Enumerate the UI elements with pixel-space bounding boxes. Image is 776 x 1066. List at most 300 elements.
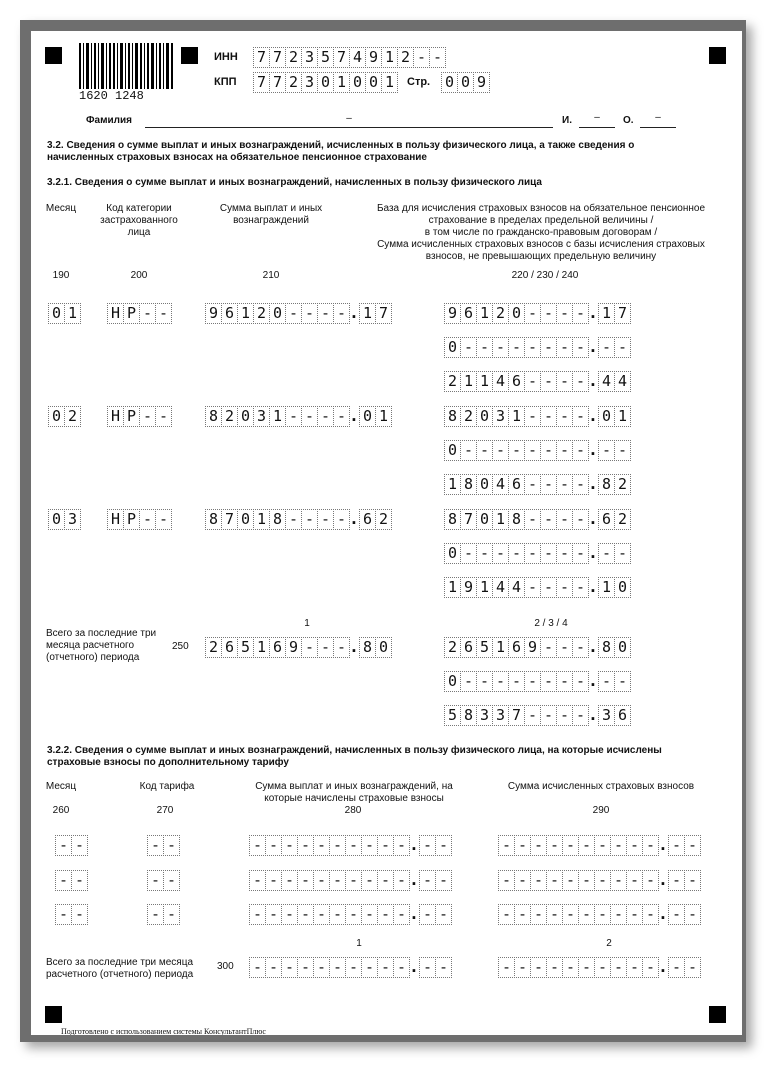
barcode-number: 1620 1248 — [79, 89, 144, 103]
base-3-2-field-cell: - — [524, 543, 541, 564]
section-321-title: 3.2.1. Сведения о сумме выплат и иных вознаграждений, начисленных в пользу физического лица — [47, 177, 542, 188]
patronymic-line — [640, 127, 676, 128]
total-300-sum-field[interactable] — [249, 957, 451, 978]
base-1-3-field-cell: - — [524, 371, 541, 392]
base-3-2-field-cell: - — [556, 543, 573, 564]
base-2-1-field-cell: - — [572, 406, 589, 427]
category-2-field-cell: - — [155, 406, 172, 427]
base-1-2-field-cell: - — [492, 337, 509, 358]
base-3-3-field-cell: 4 — [492, 577, 509, 598]
inn-cell: 4 — [349, 47, 366, 68]
sum-322-1-field-cell: - — [393, 835, 410, 856]
base-3-3-field-cell: 4 — [508, 577, 525, 598]
base-3-2-field-cell: - — [614, 543, 631, 564]
base-3-1-field-cell: - — [540, 509, 557, 530]
form-page — [31, 31, 742, 1035]
month-1-field[interactable] — [48, 303, 80, 324]
contrib-1-field-cell: - — [594, 835, 611, 856]
total-250-sum-field-cell: 5 — [237, 637, 254, 658]
month-3-field-cell: 0 — [48, 509, 65, 530]
sum-1-field-cell: 7 — [375, 303, 392, 324]
sum-1-field-cell: - — [317, 303, 334, 324]
base-3-1-field[interactable] — [444, 509, 630, 530]
total-300-contrib-field-cell: - — [642, 957, 659, 978]
base-3-3-field-cell: 1 — [476, 577, 493, 598]
base-1-3-field-cell: 4 — [614, 371, 631, 392]
total-250-base-2-field-cell: - — [508, 671, 525, 692]
base-1-3-field-cell: 4 — [492, 371, 509, 392]
total-300-contrib-field-cell: - — [594, 957, 611, 978]
total-250-sum-field-cell: 8 — [359, 637, 376, 658]
total-250-base-3-field-decimal-point: . — [588, 705, 598, 724]
category-3-field[interactable] — [107, 509, 171, 530]
sum-322-2-field-cell: - — [345, 870, 362, 891]
month-2-field-cell: 2 — [64, 406, 81, 427]
tariff-2-field[interactable] — [147, 870, 179, 891]
month-3-field[interactable] — [48, 509, 80, 530]
col-base-header-part1: База для исчисления страховых взносов на обязательное пенсионное страхование в пределах предельной величины / — [376, 203, 706, 226]
page-number-cell: 0 — [441, 72, 458, 93]
sum-322-3-field-cell: - — [281, 904, 298, 925]
total-250-base-3-field-cell: 8 — [460, 705, 477, 726]
sum-322-1-field-cell: - — [419, 835, 436, 856]
contrib-1-field-cell: - — [684, 835, 701, 856]
sum-3-field-cell: 7 — [221, 509, 238, 530]
contrib-1-field-cell: - — [642, 835, 659, 856]
sum-2-field[interactable] — [205, 406, 391, 427]
total-250-base-1-field-cell: 0 — [614, 637, 631, 658]
name-value[interactable]: – — [594, 112, 600, 123]
base-2-2-field-cell: - — [540, 440, 557, 461]
base-1-1-field-cell: - — [572, 303, 589, 324]
base-1-1-field-cell: 1 — [476, 303, 493, 324]
col-base-header-part2: в том числе по гражданско-правовым договорам / — [424, 227, 658, 238]
kpp-cell: 0 — [317, 72, 334, 93]
name-line — [579, 127, 615, 128]
total-300-code: 300 — [217, 961, 234, 972]
contrib-1-field[interactable] — [498, 835, 700, 856]
inn-cell: 9 — [365, 47, 382, 68]
base-2-1-field-cell: 2 — [460, 406, 477, 427]
contrib-3-field-cell: - — [610, 904, 627, 925]
total-250-col1-index: 1 — [304, 618, 310, 629]
sum-322-2-field-cell: - — [419, 870, 436, 891]
contrib-3-field-cell: - — [514, 904, 531, 925]
total-250-base-3-field[interactable] — [444, 705, 630, 726]
total-300-contrib-field[interactable] — [498, 957, 700, 978]
base-1-2-field-decimal-point: . — [588, 337, 598, 356]
sum-322-3-field-cell: - — [419, 904, 436, 925]
surname-line — [145, 127, 553, 128]
sum-3-field-cell: - — [333, 509, 350, 530]
base-2-3-field[interactable] — [444, 474, 630, 495]
total-250-base-2-field-cell: - — [492, 671, 509, 692]
page-label: Стр. — [407, 76, 431, 88]
sum-322-3-field-decimal-point: . — [409, 904, 419, 923]
total-250-base-2-field[interactable] — [444, 671, 630, 692]
kpp-cell: 2 — [285, 72, 302, 93]
sum-1-field-cell: 1 — [237, 303, 254, 324]
contrib-2-field-cell: - — [498, 870, 515, 891]
contrib-3-field-cell: - — [684, 904, 701, 925]
total-300-sum-field-cell: - — [329, 957, 346, 978]
base-1-2-field-cell: - — [476, 337, 493, 358]
sum-1-field-cell: 6 — [221, 303, 238, 324]
category-1-field-cell: - — [155, 303, 172, 324]
total-300-col1-index: 1 — [356, 938, 362, 949]
month-322-3-field[interactable] — [55, 904, 87, 925]
page-number-cell: 9 — [473, 72, 490, 93]
contrib-1-field-cell: - — [546, 835, 563, 856]
category-3-field-cell: - — [139, 509, 156, 530]
total-250-base-2-field-cell: - — [614, 671, 631, 692]
sum-322-2-field-cell: - — [361, 870, 378, 891]
total-250-base-2-field-cell: - — [476, 671, 493, 692]
patronymic-value[interactable]: – — [655, 112, 661, 123]
kpp-label: КПП — [214, 76, 237, 88]
tariff-2-field-cell: - — [147, 870, 164, 891]
total-250-sum-field-cell: 0 — [375, 637, 392, 658]
contrib-2-field-decimal-point: . — [658, 870, 668, 889]
sum-3-field-cell: 8 — [205, 509, 222, 530]
total-300-contrib-field-cell: - — [668, 957, 685, 978]
base-1-3-field-cell: 6 — [508, 371, 525, 392]
contrib-3-field-cell: - — [530, 904, 547, 925]
kpp-cell: 3 — [301, 72, 318, 93]
total-250-base-2-field-cell: - — [460, 671, 477, 692]
sum-3-field-cell: 2 — [375, 509, 392, 530]
total-300-sum-field-cell: - — [393, 957, 410, 978]
base-3-1-field-cell: - — [524, 509, 541, 530]
month-1-field-cell: 1 — [64, 303, 81, 324]
sum-1-field-cell: - — [285, 303, 302, 324]
base-3-2-field[interactable] — [444, 543, 630, 564]
total-250-base-3-field-cell: - — [524, 705, 541, 726]
col-base-header-part3: Сумма исчисленных страховых взносов с базы исчисления страховых взносов, не превышающих предельную величину — [377, 239, 705, 262]
sum-2-field-cell: 1 — [269, 406, 286, 427]
sum-3-field-cell: - — [317, 509, 334, 530]
base-1-1-field-cell: - — [524, 303, 541, 324]
code-260: 260 — [52, 805, 70, 816]
kpp-cell: 1 — [381, 72, 398, 93]
contrib-2-field-cell: - — [594, 870, 611, 891]
kpp-cell: 0 — [365, 72, 382, 93]
total-300-contrib-field-cell: - — [514, 957, 531, 978]
sum-1-field[interactable] — [205, 303, 391, 324]
total-250-sum-field-cell: 6 — [221, 637, 238, 658]
base-3-3-field[interactable] — [444, 577, 630, 598]
category-1-field[interactable] — [107, 303, 171, 324]
inn-cell: 2 — [397, 47, 414, 68]
contrib-1-field-cell: - — [498, 835, 515, 856]
base-2-1-field[interactable] — [444, 406, 630, 427]
footer-text: Подготовлено с использованием системы КонсультантПлюс — [61, 1027, 266, 1035]
base-2-3-field-cell: - — [540, 474, 557, 495]
col-base-header — [356, 203, 726, 263]
inn-cell: 7 — [333, 47, 350, 68]
total-250-base-3-field-cell: - — [556, 705, 573, 726]
code-210: 210 — [262, 270, 280, 281]
contrib-1-field-cell: - — [610, 835, 627, 856]
total-300-sum-field-decimal-point: . — [409, 957, 419, 976]
total-250-base-1-field-cell: 5 — [476, 637, 493, 658]
base-3-1-field-cell: 6 — [598, 509, 615, 530]
base-2-3-field-decimal-point: . — [588, 474, 598, 493]
base-1-1-field-decimal-point: . — [588, 303, 598, 322]
month-322-1-field[interactable] — [55, 835, 87, 856]
total-250-base-2-field-cell: - — [572, 671, 589, 692]
base-2-2-field-decimal-point: . — [588, 440, 598, 459]
sum-322-3-field-cell: - — [393, 904, 410, 925]
sum-3-field-cell: 6 — [359, 509, 376, 530]
sum-322-1-field-cell: - — [329, 835, 346, 856]
code-190: 190 — [52, 270, 70, 281]
base-1-1-field-cell: - — [540, 303, 557, 324]
month-322-2-field[interactable] — [55, 870, 87, 891]
sum-3-field[interactable] — [205, 509, 391, 530]
code-200: 200 — [130, 270, 148, 281]
category-2-field[interactable] — [107, 406, 171, 427]
sum-322-3-field[interactable] — [249, 904, 451, 925]
sum-2-field-cell: 0 — [359, 406, 376, 427]
total-250-base-2-field-cell: - — [598, 671, 615, 692]
contrib-3-field[interactable] — [498, 904, 700, 925]
base-1-3-field[interactable] — [444, 371, 630, 392]
sum-2-field-decimal-point: . — [349, 406, 359, 425]
contrib-1-field-decimal-point: . — [658, 835, 668, 854]
base-2-3-field-cell: - — [572, 474, 589, 495]
base-2-3-field-cell: 1 — [444, 474, 461, 495]
tariff-1-field[interactable] — [147, 835, 179, 856]
total-300-contrib-field-cell: - — [578, 957, 595, 978]
surname-label: Фамилия — [86, 115, 132, 126]
sum-322-1-field-cell: - — [377, 835, 394, 856]
contrib-3-field-cell: - — [498, 904, 515, 925]
contrib-2-field[interactable] — [498, 870, 700, 891]
base-1-2-field-cell: - — [524, 337, 541, 358]
page-number-cell: 0 — [457, 72, 474, 93]
month-2-field[interactable] — [48, 406, 80, 427]
base-1-3-field-decimal-point: . — [588, 371, 598, 390]
total-250-base-2-field-cell: - — [556, 671, 573, 692]
contrib-2-field-cell: - — [668, 870, 685, 891]
base-2-1-field-cell: 0 — [598, 406, 615, 427]
total-250-sum-field-cell: - — [333, 637, 350, 658]
kpp-cell: 7 — [269, 72, 286, 93]
code-220-230-240: 220 / 230 / 240 — [511, 270, 579, 281]
base-2-1-field-cell: - — [524, 406, 541, 427]
category-3-field-cell: Н — [107, 509, 124, 530]
sum-322-1-field-cell: - — [297, 835, 314, 856]
total-300-sum-field-cell: - — [377, 957, 394, 978]
contrib-1-field-cell: - — [530, 835, 547, 856]
sum-2-field-cell: - — [317, 406, 334, 427]
base-3-2-field-cell: - — [508, 543, 525, 564]
base-3-3-field-cell: 1 — [444, 577, 461, 598]
sum-322-2-field-cell: - — [435, 870, 452, 891]
sum-322-1-field-cell: - — [281, 835, 298, 856]
contrib-3-field-cell: - — [562, 904, 579, 925]
base-1-3-field-cell: 1 — [476, 371, 493, 392]
sum-322-2-field-cell: - — [329, 870, 346, 891]
base-3-1-field-cell: 8 — [444, 509, 461, 530]
tariff-1-field-cell: - — [147, 835, 164, 856]
patronymic-label: О. — [623, 115, 634, 126]
base-1-2-field-cell: - — [556, 337, 573, 358]
sum-322-3-field-cell: - — [313, 904, 330, 925]
category-2-field-cell: - — [139, 406, 156, 427]
kpp-cell: 1 — [333, 72, 350, 93]
total-300-sum-field-cell: - — [313, 957, 330, 978]
base-3-3-field-decimal-point: . — [588, 577, 598, 596]
base-1-2-field[interactable] — [444, 337, 630, 358]
base-2-1-field-cell: 0 — [476, 406, 493, 427]
base-2-3-field-cell: 8 — [598, 474, 615, 495]
contrib-3-field-cell: - — [626, 904, 643, 925]
month-3-field-cell: 3 — [64, 509, 81, 530]
sum-322-1-field[interactable] — [249, 835, 451, 856]
total-250-code: 250 — [172, 641, 189, 652]
base-1-1-field-cell: 7 — [614, 303, 631, 324]
sum-3-field-cell: 8 — [269, 509, 286, 530]
base-3-1-field-cell: - — [556, 509, 573, 530]
base-1-3-field-cell: - — [556, 371, 573, 392]
base-1-2-field-cell: - — [598, 337, 615, 358]
section-322-title: 3.2.2. Сведения о сумме выплат и иных вознаграждений, начисленных в пользу физического лица, на которые исчислены страховые взносы по дополнительному тарифу — [47, 745, 662, 768]
surname-value[interactable]: – — [346, 113, 352, 124]
base-3-3-field-cell: 9 — [460, 577, 477, 598]
base-2-3-field-cell: 6 — [508, 474, 525, 495]
inn-label: ИНН — [214, 51, 238, 63]
contrib-3-field-cell: - — [546, 904, 563, 925]
base-3-1-field-decimal-point: . — [588, 509, 598, 528]
base-1-1-field-cell: 1 — [598, 303, 615, 324]
contrib-3-field-cell: - — [668, 904, 685, 925]
total-300-col2-index: 2 — [606, 938, 612, 949]
base-3-3-field-cell: - — [524, 577, 541, 598]
base-1-1-field[interactable] — [444, 303, 630, 324]
base-2-2-field-cell: - — [614, 440, 631, 461]
corner-marker-bottom-left — [45, 1006, 62, 1023]
base-2-1-field-cell: 1 — [614, 406, 631, 427]
base-3-2-field-cell: - — [476, 543, 493, 564]
base-3-3-field-cell: 0 — [614, 577, 631, 598]
base-2-2-field-cell: - — [598, 440, 615, 461]
sum-322-3-field-cell: - — [329, 904, 346, 925]
page-number-field[interactable] — [441, 72, 489, 93]
contrib-2-field-cell: - — [578, 870, 595, 891]
total-250-base-1-field-cell: 6 — [460, 637, 477, 658]
month-1-field-cell: 0 — [48, 303, 65, 324]
total-250-base-1-field-cell: 8 — [598, 637, 615, 658]
barcode-image — [79, 43, 174, 89]
contrib-1-field-cell: - — [668, 835, 685, 856]
base-1-1-field-cell: 2 — [492, 303, 509, 324]
base-3-3-field-cell: - — [540, 577, 557, 598]
category-3-field-cell: - — [155, 509, 172, 530]
base-2-2-field-cell: 0 — [444, 440, 461, 461]
base-1-2-field-cell: - — [614, 337, 631, 358]
base-3-1-field-cell: 0 — [476, 509, 493, 530]
contrib-3-field-decimal-point: . — [658, 904, 668, 923]
contrib-2-field-cell: - — [514, 870, 531, 891]
total-250-sum-field-decimal-point: . — [349, 637, 359, 656]
inn-field[interactable] — [253, 47, 445, 68]
sum-322-2-field-cell: - — [281, 870, 298, 891]
sum-322-1-field-decimal-point: . — [409, 835, 419, 854]
contrib-1-field-cell: - — [562, 835, 579, 856]
sum-322-1-field-cell: - — [249, 835, 266, 856]
kpp-field[interactable] — [253, 72, 397, 93]
col-month-header: Месяц — [45, 203, 77, 214]
total-250-sum-field-cell: - — [301, 637, 318, 658]
base-2-1-field-cell: 3 — [492, 406, 509, 427]
contrib-1-field-cell: - — [626, 835, 643, 856]
total-250-base-3-field-cell: 3 — [476, 705, 493, 726]
sum-322-1-field-cell: - — [313, 835, 330, 856]
total-250-base-2-field-decimal-point: . — [588, 671, 598, 690]
base-3-3-field-cell: - — [556, 577, 573, 598]
month-322-3-field-cell: - — [55, 904, 72, 925]
total-250-base-3-field-cell: - — [540, 705, 557, 726]
code-290: 290 — [592, 805, 610, 816]
base-1-2-field-cell: - — [508, 337, 525, 358]
total-250-sum-field-cell: - — [317, 637, 334, 658]
corner-marker-top-left — [45, 47, 62, 64]
sum-3-field-cell: 1 — [253, 509, 270, 530]
base-2-2-field[interactable] — [444, 440, 630, 461]
kpp-cell: 0 — [349, 72, 366, 93]
base-2-3-field-cell: - — [556, 474, 573, 495]
base-3-3-field-cell: - — [572, 577, 589, 598]
sum-322-2-field-cell: - — [249, 870, 266, 891]
total-250-base-1-field-cell: 1 — [492, 637, 509, 658]
base-1-3-field-cell: 2 — [444, 371, 461, 392]
base-2-3-field-cell: - — [524, 474, 541, 495]
sum-322-2-field[interactable] — [249, 870, 451, 891]
name-label: И. — [562, 115, 572, 126]
sum-1-field-cell: 0 — [269, 303, 286, 324]
sum-2-field-cell: - — [285, 406, 302, 427]
total-300-contrib-field-cell: - — [498, 957, 515, 978]
contrib-2-field-cell: - — [642, 870, 659, 891]
sum-322-2-field-cell: - — [393, 870, 410, 891]
sum-322-2-field-cell: - — [377, 870, 394, 891]
tariff-3-field[interactable] — [147, 904, 179, 925]
col-322-tariff-header: Код тарифа — [139, 781, 195, 792]
sum-322-3-field-cell: - — [345, 904, 362, 925]
base-1-1-field-cell: - — [556, 303, 573, 324]
base-1-1-field-cell: 9 — [444, 303, 461, 324]
base-3-3-field-cell: 1 — [598, 577, 615, 598]
col-category-header: Код категории застрахованного лица — [100, 203, 178, 238]
contrib-1-field-cell: - — [578, 835, 595, 856]
total-250-base-1-field[interactable] — [444, 637, 630, 658]
sum-322-1-field-cell: - — [345, 835, 362, 856]
contrib-2-field-cell: - — [684, 870, 701, 891]
base-1-2-field-cell: 0 — [444, 337, 461, 358]
code-280: 280 — [344, 805, 362, 816]
sum-2-field-cell: - — [333, 406, 350, 427]
inn-cell: 7 — [253, 47, 270, 68]
sum-1-field-cell: - — [333, 303, 350, 324]
base-2-3-field-cell: 4 — [492, 474, 509, 495]
base-1-3-field-cell: 4 — [598, 371, 615, 392]
base-1-1-field-cell: 0 — [508, 303, 525, 324]
contrib-2-field-cell: - — [562, 870, 579, 891]
base-2-2-field-cell: - — [492, 440, 509, 461]
total-250-sum-field[interactable] — [205, 637, 391, 658]
